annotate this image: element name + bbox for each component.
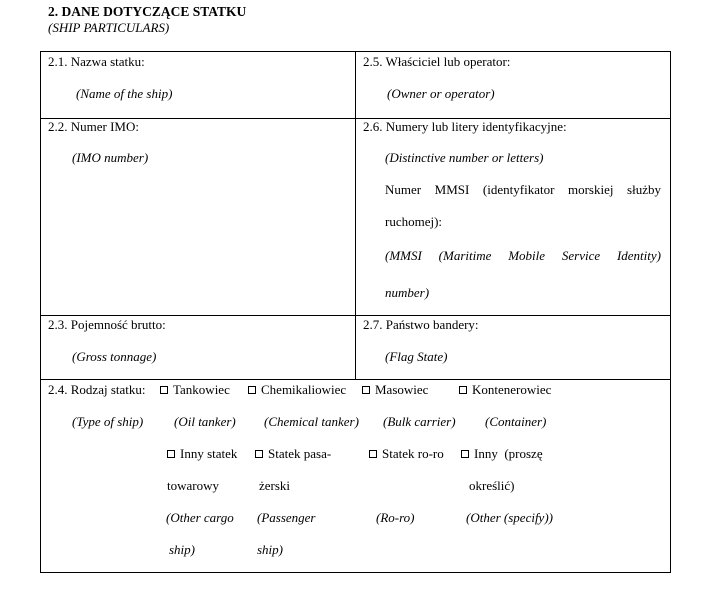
option-passenger[interactable]	[255, 447, 331, 460]
option-other-cargo[interactable]	[167, 447, 237, 460]
chemical-tanker-label: Chemikaliowiec	[261, 382, 347, 397]
ident-label: 2.6. Numery lub litery identyfikacyjne:	[363, 119, 567, 134]
flag-label: 2.7. Państwo bandery:	[363, 317, 479, 332]
table-border-left	[40, 51, 41, 573]
other-cargo-label: Inny statek	[180, 446, 238, 461]
ship-type-label: 2.4. Rodzaj statku:	[48, 382, 146, 397]
passenger-checkbox[interactable]	[255, 450, 263, 458]
other-specify-checkbox[interactable]	[461, 450, 469, 458]
container-label: Kontenerowiec	[472, 382, 552, 397]
passenger-label: Statek pasa-	[268, 446, 332, 461]
other-cargo-checkbox[interactable]	[167, 450, 175, 458]
container-checkbox[interactable]	[459, 386, 467, 394]
table-border-bottom	[40, 572, 671, 573]
option-container[interactable]	[459, 383, 551, 396]
other-cargo-label-en-cont: ship)	[169, 542, 195, 557]
ship-type-label-en: (Type of ship)	[72, 414, 144, 429]
other-specify-label: Inny (proszę	[474, 446, 543, 461]
bulk-carrier-label: Masowiec	[375, 382, 429, 397]
section-subtitle: (SHIP PARTICULARS)	[48, 20, 170, 35]
other-specify-label-cont: określić)	[469, 478, 515, 493]
tonnage-label: 2.3. Pojemność brutto:	[48, 317, 166, 332]
ship-name-label-en: (Name of the ship)	[76, 86, 173, 101]
tanker-label-en: (Oil tanker)	[174, 414, 236, 429]
ro-ro-label: Statek ro-ro	[382, 446, 444, 461]
ship-name-label: 2.1. Nazwa statku:	[48, 54, 145, 69]
column-divider	[355, 51, 356, 380]
passenger-label-en-cont: ship)	[257, 542, 283, 557]
other-cargo-label-cont: towarowy	[167, 478, 219, 493]
container-label-en: (Container)	[485, 414, 547, 429]
option-other-specify[interactable]	[461, 447, 543, 460]
imo-label: 2.2. Numer IMO:	[48, 119, 139, 134]
tonnage-label-en: (Gross tonnage)	[72, 349, 157, 364]
option-bulk-carrier[interactable]	[362, 383, 428, 396]
section-title: 2. DANE DOTYCZĄCE STATKU	[48, 4, 247, 19]
mmsi-label-en: (MMSI (Maritime Mobile Service Identity)	[385, 248, 661, 263]
ro-ro-checkbox[interactable]	[369, 450, 377, 458]
owner-label-en: (Owner or operator)	[387, 86, 495, 101]
option-tanker[interactable]	[160, 383, 230, 396]
bulk-carrier-checkbox[interactable]	[362, 386, 370, 394]
owner-label: 2.5. Właściciel lub operator:	[363, 54, 511, 69]
mmsi-label-en-cont: number)	[385, 285, 430, 300]
option-ro-ro[interactable]	[369, 447, 444, 460]
chemical-tanker-label-en: (Chemical tanker)	[264, 414, 359, 429]
tanker-checkbox[interactable]	[160, 386, 168, 394]
passenger-label-en: (Passenger	[257, 510, 316, 525]
other-specify-label-en: (Other (specify))	[466, 510, 553, 525]
ro-ro-label-en: (Ro-ro)	[376, 510, 415, 525]
table-border-right	[670, 51, 671, 573]
tanker-label: Tankowiec	[173, 382, 230, 397]
chemical-tanker-checkbox[interactable]	[248, 386, 256, 394]
mmsi-label-cont: ruchomej):	[385, 214, 443, 229]
imo-label-en: (IMO number)	[72, 150, 149, 165]
other-cargo-label-en: (Other cargo	[166, 510, 234, 525]
option-chemical-tanker[interactable]	[248, 383, 346, 396]
mmsi-label: Numer MMSI (identyfikator morskiej służby	[385, 182, 661, 197]
bulk-carrier-label-en: (Bulk carrier)	[383, 414, 456, 429]
ident-label-en: (Distinctive number or letters)	[385, 150, 544, 165]
flag-label-en: (Flag State)	[385, 349, 448, 364]
passenger-label-cont: żerski	[259, 478, 291, 493]
